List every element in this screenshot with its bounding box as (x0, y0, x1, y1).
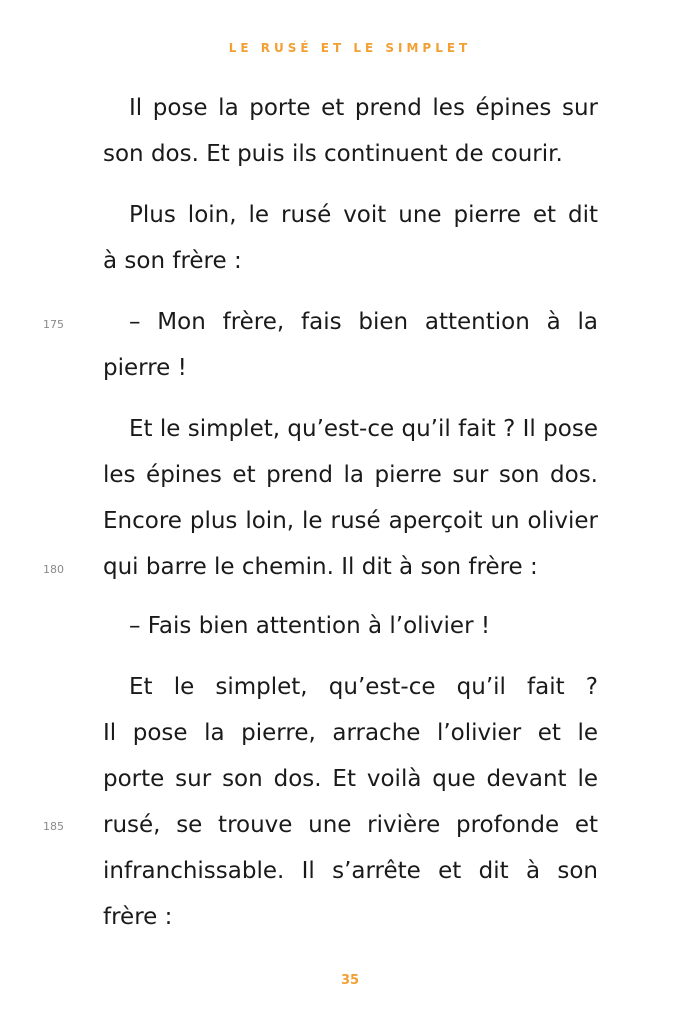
text-line: rusé, se trouve une rivière profonde et (103, 812, 598, 838)
text-line: Encore plus loin, le rusé aperçoit un olivier (103, 508, 598, 534)
line-number: 185 (43, 820, 64, 833)
page-number: 35 (340, 973, 360, 988)
text-line: pierre ! (103, 355, 187, 381)
paragraph-4 (103, 406, 598, 590)
text-line: – Fais bien attention à l’olivier ! (129, 613, 491, 639)
text-line: qui barre le chemin. Il dit à son frère : (103, 554, 538, 580)
text-line: porte sur son dos. Et voilà que devant le (103, 766, 598, 792)
text-line: Il pose la porte et prend les épines sur (129, 95, 598, 121)
text-line: Plus loin, le rusé voit une pierre et dit (129, 202, 598, 228)
text-line: Et le simplet, qu’est-ce qu’il fait ? Il pose (129, 416, 598, 442)
paragraph-1 (103, 85, 598, 177)
paragraph-5 (103, 603, 598, 649)
text-line: – Mon frère, fais bien attention à la (129, 309, 598, 335)
text-line: son dos. Et puis ils continuent de courir. (103, 141, 563, 167)
text-line: frère : (103, 904, 173, 930)
running-header: LE RUSÉ ET LE SIMPLET (228, 41, 472, 55)
text-line: à son frère : (103, 248, 242, 274)
paragraph-2 (103, 192, 598, 284)
line-number: 180 (43, 563, 64, 576)
line-number: 175 (43, 318, 64, 331)
paragraph-6 (103, 664, 598, 940)
text-line: infranchissable. Il s’arrête et dit à son (103, 858, 598, 884)
text-line: Et le simplet, qu’est-ce qu’il fait ? (129, 674, 598, 700)
paragraph-3 (103, 299, 598, 391)
text-line: les épines et prend la pierre sur son dos. (103, 462, 598, 488)
text-line: Il pose la pierre, arrache l’olivier et le (103, 720, 598, 746)
